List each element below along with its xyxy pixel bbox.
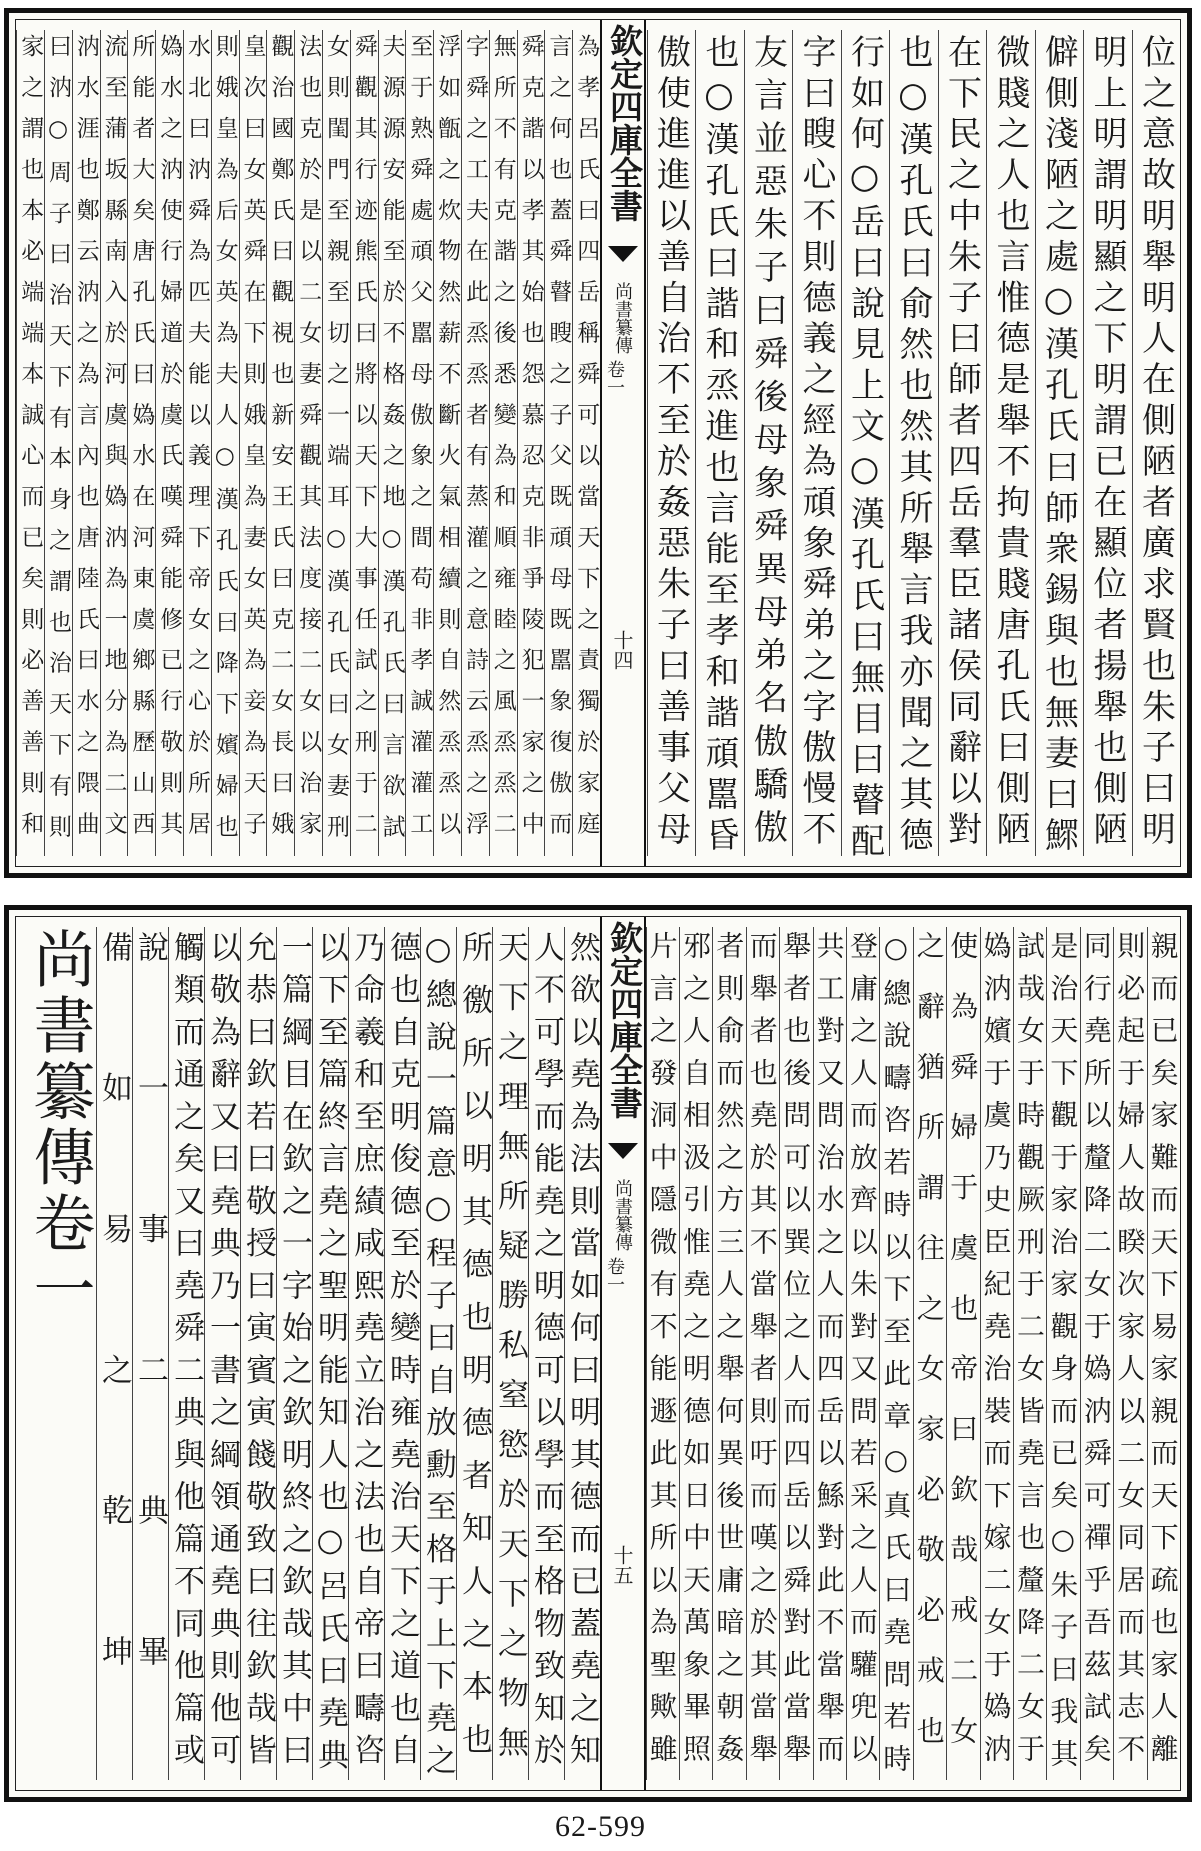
- column-text: 言之何也蓋舜瞽瞍之子父既頑母既嚚象復傲而: [545, 34, 572, 852]
- text-column: [1147, 927, 1180, 1780]
- text-column: [889, 30, 938, 856]
- column-text: 夫源源安能至於不格姦之地○漢孔氏曰言欲試: [378, 34, 405, 855]
- text-column: [322, 30, 350, 856]
- center-volume: 卷一: [604, 1257, 625, 1293]
- text-column: [779, 927, 812, 1780]
- column-text: 是治天下觀于家治家觀身而已矣○朱子曰我其: [1046, 931, 1080, 1781]
- end-title: 尚書纂傳卷一: [23, 927, 96, 1323]
- column-text: 一篇綱目在欽之一字始之欽明終之欽哉其中曰: [276, 931, 312, 1776]
- text-column: [1035, 30, 1084, 856]
- text-column: [276, 927, 312, 1780]
- column-text: 汭水涯也鄭云汭之為言內也唐陸氏曰水之隈曲: [72, 34, 99, 852]
- text-column: [183, 30, 211, 856]
- column-text: 者則俞而然之方三人之舉何異後世庸暗之朝姦: [712, 931, 746, 1776]
- column-text: 之辭猶所謂往之女家必敬必戒也: [912, 931, 946, 1776]
- column-text: 登庸之人而放齊以朱對又問若采之人而驩兜以: [846, 931, 879, 1776]
- text-column: [100, 30, 128, 856]
- column-text: 備如易之乾坤: [96, 931, 132, 1776]
- text-column: [986, 30, 1035, 856]
- column-text: 以敬為辭又曰堯典乃一書之綱領通堯典則他可: [204, 931, 240, 1776]
- text-column: [1080, 927, 1113, 1780]
- column-text: 曰汭○周子曰治天下有本身之謂也治天下有則: [45, 34, 71, 855]
- center-book-title: 欽定四庫全書: [605, 921, 644, 1119]
- column-text: 媯水之汭使行婦道於虞氏嘆舜能修已行敬則其: [156, 34, 183, 852]
- center-volume: 卷一: [604, 360, 625, 396]
- column-text: 微賤之人也言惟德是舉不拘貴賤唐孔氏曰側陋: [990, 34, 1030, 852]
- upper-center-fold: [600, 20, 646, 866]
- column-text: 說一事二典畢: [132, 931, 168, 1776]
- text-column: [646, 927, 679, 1780]
- text-column: [72, 30, 100, 856]
- text-column: [647, 30, 696, 856]
- text-column: [211, 30, 239, 856]
- column-text: 家之謂也本必端端本誠心而已矣則必善善則和: [17, 34, 44, 852]
- text-column: [744, 30, 793, 856]
- column-text: 字曰瞍心不則德義之經為頑象舜弟之字傲慢不: [796, 34, 836, 852]
- page-leaf-number: 十四: [610, 630, 634, 670]
- column-text: 法也克於是以二女妻舜觀其法度接二女以治家: [295, 34, 322, 852]
- text-column: [528, 927, 564, 1780]
- text-column: [792, 30, 841, 856]
- text-column: [350, 30, 378, 856]
- column-text: 行如何○岳曰說見上文○漢孔氏曰無目曰瞽配: [844, 34, 885, 864]
- column-text: 字舜之工夫在此烝烝者有蒸灌之意詩云烝之浮: [462, 34, 488, 852]
- column-text: 傲使進進以善自治不至於姦惡朱子曰善事父母: [650, 34, 691, 852]
- column-text: 共工對又問治水之人而四岳以鯀對此不當舉而: [812, 931, 846, 1776]
- column-text: 流至蒲坂縣南入於河虞與媯汭為一地分為二文: [100, 34, 127, 852]
- text-column: [240, 927, 276, 1780]
- column-text: 也○漢孔氏曰俞然也然其所舉言我亦聞之其德: [893, 34, 933, 858]
- column-text: 德也自克明俊德至於變時雍堯治天下之道也自: [384, 931, 420, 1776]
- text-column: [679, 927, 712, 1780]
- text-column: [946, 927, 979, 1780]
- text-column: [420, 927, 456, 1786]
- text-column: [405, 30, 433, 856]
- text-column: [16, 30, 44, 856]
- column-text: 明上明謂明顯之下明謂已在顯位者揚舉也側陋: [1087, 34, 1127, 852]
- lower-page: [4, 905, 1192, 1802]
- column-text: ○總說疇咨若時以下至此章○真氏曰堯問若時: [879, 931, 913, 1786]
- upper-page: [4, 8, 1192, 878]
- column-text: 觀治國鄭氏曰觀視也新安王氏曰克二女長曰娥: [267, 34, 294, 852]
- text-column: [1113, 927, 1146, 1780]
- column-text: 然欲以堯為法則當如何曰明其德而已蓋堯之知: [564, 931, 600, 1776]
- text-column: [846, 927, 879, 1780]
- column-text: 所徼所以明其德也明德者知人之本也: [456, 931, 492, 1776]
- column-text: 在下民之中朱子曰師者四岳羣臣諸侯同辭以對: [941, 34, 982, 852]
- fishtail-mark: [608, 246, 638, 262]
- column-text: 無所不有克諧之後悉變為和順雍睦之風烝烝二: [489, 34, 516, 852]
- column-text: 媯汭嬪于虞乃史臣紀堯治裝而下嫁二女于媯汭: [979, 931, 1013, 1776]
- text-column: [456, 927, 492, 1780]
- text-column: [489, 30, 517, 856]
- column-text: 舉者也後問可以巽位之人而四岳以舜對此當舉: [779, 931, 813, 1776]
- column-text: 友言並惡朱子曰舜後母象舜異母弟名傲驕傲: [747, 34, 788, 852]
- column-text: 位之意故明舉明人在側陋者廣求賢也朱子曰明: [1135, 34, 1176, 852]
- column-text: 舜觀其行迹熊氏曰將以天下大事任試之刑于二: [350, 34, 377, 852]
- text-column: [127, 30, 155, 856]
- column-text: 至于熟舜處頑父嚚母傲象之間苟非孝誠灌灌工: [406, 34, 433, 852]
- text-column: [544, 30, 572, 856]
- text-column: [204, 927, 240, 1780]
- column-text: 觸類而通之矣又曰堯舜二典與他篇不同他篇或: [168, 931, 204, 1776]
- text-column: [96, 927, 132, 1780]
- column-text: 邪之人自相汲引惟堯之明德如日中天萬象畢照: [679, 931, 712, 1776]
- text-column: [348, 927, 384, 1780]
- text-column: [384, 927, 420, 1780]
- column-text: 允恭曰欽若曰敬授曰寅賓寅餞敬致曰往欽哉皆: [240, 931, 276, 1776]
- end-title-column: [24, 927, 94, 1323]
- column-text: ○總說一篇意○程子曰自放勳至格于上下堯之: [420, 931, 456, 1786]
- column-text: 以下至篇終言堯之聖明能知人也○呂氏曰堯典: [312, 931, 348, 1781]
- text-column: [44, 30, 72, 856]
- column-text: 舜克諧以孝其始也怨慕忍克非爭陵犯一家之中: [517, 34, 544, 852]
- text-column: [980, 927, 1013, 1780]
- column-text: 人不可學而能堯之明德可以學而至格物致知於: [528, 931, 564, 1776]
- text-column: [913, 927, 946, 1780]
- column-text: 水北曰汭舜為匹夫能以義理下帝女之心於所居: [184, 34, 210, 852]
- column-text: 也○漢孔氏曰諧和烝進也言能至孝和諧頑嚚昏: [699, 34, 739, 858]
- center-subtitle: 尚書纂傳: [612, 282, 633, 354]
- page-number: 62-599: [555, 1810, 646, 1843]
- column-text: 片言之發洞中隱微有不能遯此其所以為聖歟雖: [645, 931, 679, 1776]
- text-column: [938, 30, 987, 856]
- column-text: 而舉者也堯於其不當舉者則吁而嘆之於其當舉: [745, 931, 779, 1776]
- column-text: 則必起于婦人故睽次家人以二女同居而其志不: [1113, 931, 1147, 1776]
- column-text: 則娥皇為后女英為夫人○漢孔氏曰降下嬪婦也: [211, 34, 238, 855]
- column-text: 女則閨門至親至切之一端耳○漢孔氏曰女妻刑: [323, 34, 349, 855]
- text-column: [517, 30, 545, 856]
- page-leaf-number: 十五: [610, 1545, 634, 1585]
- column-text: 僻側淺陋之處○漢孔氏曰師衆錫與也無妻曰鰥: [1038, 34, 1079, 858]
- text-column: [266, 30, 294, 856]
- text-column: [879, 927, 913, 1786]
- column-text: 皇次曰女英舜在下則娥皇為妻女英為妾為天子: [239, 34, 266, 852]
- text-column: [695, 30, 744, 856]
- text-column: [1132, 30, 1181, 856]
- column-text: 同行堯所以釐降二女于媯汭舜可禪乎吾茲試矣: [1079, 931, 1113, 1776]
- lower-center-fold: [600, 917, 646, 1790]
- text-column: [132, 927, 168, 1780]
- column-text: 乃命羲和至庶績咸熙堯立治之法也自帝曰疇咨: [348, 931, 384, 1776]
- text-column: [433, 30, 461, 856]
- text-column: [492, 927, 528, 1780]
- upper-page-frame: [15, 19, 1181, 867]
- column-text: 試哉女于時觀厥刑于二女皆堯言也釐降二女于: [1013, 931, 1046, 1776]
- text-column: [312, 927, 348, 1780]
- text-column: [1013, 927, 1046, 1780]
- lower-page-frame: [15, 916, 1181, 1791]
- fishtail-mark: [608, 1143, 638, 1159]
- column-text: 使為舜婦于虞也帝曰欽哉戒二女: [946, 931, 980, 1776]
- text-column: [841, 30, 890, 864]
- text-column: [378, 30, 406, 856]
- text-column: [746, 927, 779, 1780]
- column-text: 親而已矣家難而天下易家親而天下疏也家人離: [1146, 931, 1180, 1776]
- center-book-title: 欽定四庫全書: [605, 24, 644, 222]
- text-column: [712, 927, 745, 1780]
- text-column: [239, 30, 267, 856]
- text-column: [1083, 30, 1132, 856]
- text-column: [461, 30, 489, 856]
- text-column: [564, 927, 600, 1780]
- text-column: [572, 30, 600, 856]
- column-text: 浮如甑之炊物然薪不斷火氣相續則自然烝烝以: [434, 34, 461, 852]
- text-column: [155, 30, 183, 856]
- column-text: 天下之理無所疑勝私窒慾於天下之物無: [492, 931, 528, 1776]
- center-subtitle: 尚書纂傳: [612, 1179, 633, 1251]
- column-text: 所能者大矣唐孔氏曰媯水在河東虞鄉縣歷山西: [128, 34, 155, 852]
- text-column: [1046, 927, 1079, 1780]
- text-column: [294, 30, 322, 856]
- column-text: 為孝呂氏曰四岳稱舜可以當天下之責獨於家庭: [573, 34, 600, 852]
- text-column: [813, 927, 846, 1780]
- text-column: [168, 927, 204, 1780]
